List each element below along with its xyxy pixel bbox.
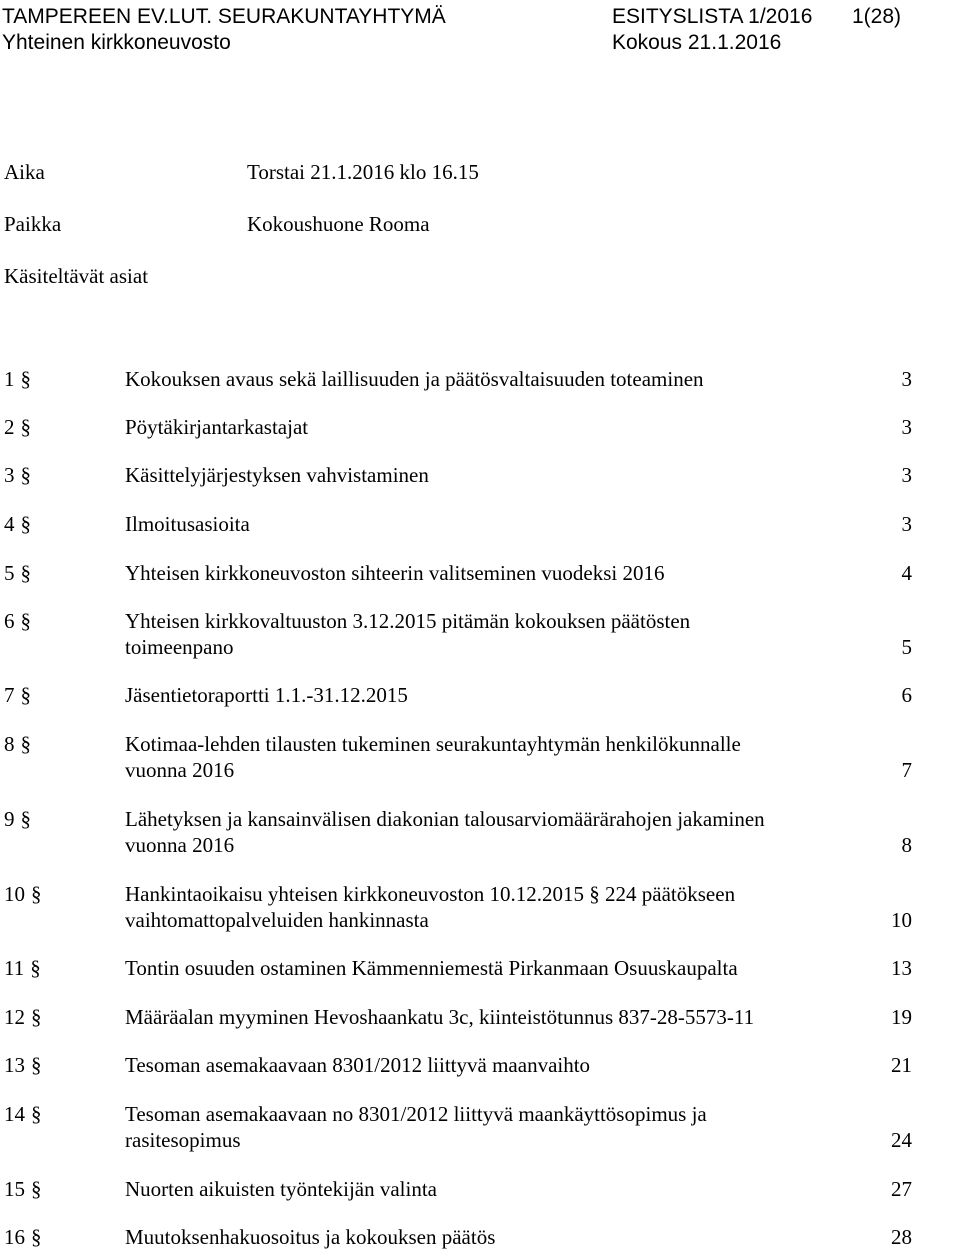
agenda-item-title: Jäsentietoraportti 1.1.-31.12.2015: [125, 683, 408, 707]
page-count: 1(28): [852, 5, 902, 28]
agenda-item-number: 13 §: [4, 1053, 42, 1077]
time-value: Torstai 21.1.2016 klo 16.15: [247, 160, 479, 184]
agenda-item-title: Käsittelyjärjestyksen vahvistaminen: [125, 463, 429, 487]
section-sign: §: [31, 1225, 42, 1249]
agenda-item-title: Yhteisen kirkkoneuvoston sihteerin valitseminen vuodeksi 2016: [125, 561, 665, 585]
agenda-item-number: 10 §: [4, 882, 42, 906]
section-sign: §: [20, 732, 31, 756]
agenda-item-page: 24: [891, 1128, 912, 1152]
section-sign: §: [31, 1053, 42, 1077]
agenda-item-number: 9 §: [4, 807, 31, 831]
section-sign: §: [31, 1102, 42, 1126]
agenda-item-page: 3: [901, 463, 912, 487]
section-sign: §: [20, 609, 31, 633]
section-sign: §: [20, 561, 31, 585]
agenda-item-title: Kokouksen avaus sekä laillisuuden ja päätösvaltaisuuden toteaminen: [125, 367, 704, 391]
agenda-item-page: 7: [901, 758, 912, 782]
agenda-item-page: 27: [891, 1177, 912, 1201]
agenda-item-title: Tesoman asemakaavaan no 8301/2012 liittyvä maankäyttösopimus ja rasitesopimus: [125, 1102, 707, 1152]
section-sign: §: [30, 956, 41, 980]
meeting-date: Kokous 21.1.2016: [612, 31, 782, 54]
agenda-item-number: 4 §: [4, 512, 31, 536]
agenda-item-number: 3 §: [4, 463, 31, 487]
agenda-item-number: 15 §: [4, 1177, 42, 1201]
agenda-item-page: 4: [901, 561, 912, 585]
time-label: Aika: [4, 160, 45, 184]
section-sign: §: [31, 1005, 42, 1029]
agenda-item-page: 19: [891, 1005, 912, 1029]
agenda-item-page: 8: [901, 833, 912, 857]
section-sign: §: [20, 512, 31, 536]
agenda-item-page: 3: [901, 367, 912, 391]
agenda-item-title: Ilmoitusasioita: [125, 512, 250, 536]
meeting-body: Yhteinen kirkkoneuvosto: [2, 31, 231, 54]
agenda-item-number: 5 §: [4, 561, 31, 585]
agenda-item-number: 12 §: [4, 1005, 42, 1029]
agenda-item-title: Määräalan myyminen Hevoshaankatu 3c, kiinteistötunnus 837-28-5573-11: [125, 1005, 755, 1029]
agenda-item-number: 6 §: [4, 609, 31, 633]
agenda-item-page: 13: [891, 956, 912, 980]
agenda-item-title: Lähetyksen ja kansainvälisen diakonian talousarviomäärärahojen jakaminen vuonna 2016: [125, 807, 765, 857]
agenda-item-number: 1 §: [4, 367, 31, 391]
agenda-item-number: 7 §: [4, 683, 31, 707]
place-label: Paikka: [4, 212, 62, 236]
section-sign: §: [20, 807, 31, 831]
agenda-item-page: 3: [901, 512, 912, 536]
agenda-item-page: 10: [891, 908, 912, 932]
agenda-item-number: 11 §: [4, 956, 41, 980]
agenda-item-page: 5: [901, 635, 912, 659]
agenda-item-number: 14 §: [4, 1102, 42, 1126]
agenda-item-page: 28: [891, 1225, 912, 1249]
agenda-item-title: Yhteisen kirkkovaltuuston 3.12.2015 pitämän kokouksen päätösten toimeenpano: [125, 609, 691, 659]
section-sign: §: [31, 882, 42, 906]
agenda-item-page: 3: [901, 415, 912, 439]
agenda-item-title: Tontin osuuden ostaminen Kämmenniemestä Pirkanmaan Osuuskaupalta: [125, 956, 738, 980]
section-sign: §: [20, 463, 31, 487]
agenda-item-title: Nuorten aikuisten työntekijän valinta: [125, 1177, 438, 1201]
agenda-item-page: 21: [891, 1053, 912, 1077]
agenda-item-title: Tesoman asemakaavaan 8301/2012 liittyvä maanvaihto: [125, 1053, 591, 1077]
agenda-item-title: Hankintaoikaisu yhteisen kirkkoneuvoston 10.12.2015 § 224 päätökseen vaihtomattopalveluiden hankinnasta: [125, 882, 736, 932]
section-sign: §: [20, 367, 31, 391]
section-sign: §: [20, 415, 31, 439]
agenda-item-number: 16 §: [4, 1225, 42, 1249]
section-sign: §: [20, 683, 31, 707]
agenda-item-title: Kotimaa-lehden tilausten tukeminen seurakuntayhtymän henkilökunnalle vuonna 2016: [125, 732, 741, 782]
place-value: Kokoushuone Rooma: [247, 212, 430, 236]
agenda-item-number: 8 §: [4, 732, 31, 756]
topics-heading: Käsiteltävät asiat: [4, 264, 149, 288]
agenda-item-title: Pöytäkirjantarkastajat: [125, 415, 309, 439]
agenda-item-page: 6: [901, 683, 912, 707]
agenda-item-title: Muutoksenhakuosoitus ja kokouksen päätös: [125, 1225, 496, 1249]
agenda-item-number: 2 §: [4, 415, 31, 439]
section-sign: §: [31, 1177, 42, 1201]
document-type: ESITYSLISTA 1/2016: [612, 5, 813, 28]
organization-name: TAMPEREEN EV.LUT. SEURAKUNTAYHTYMÄ: [2, 5, 446, 28]
